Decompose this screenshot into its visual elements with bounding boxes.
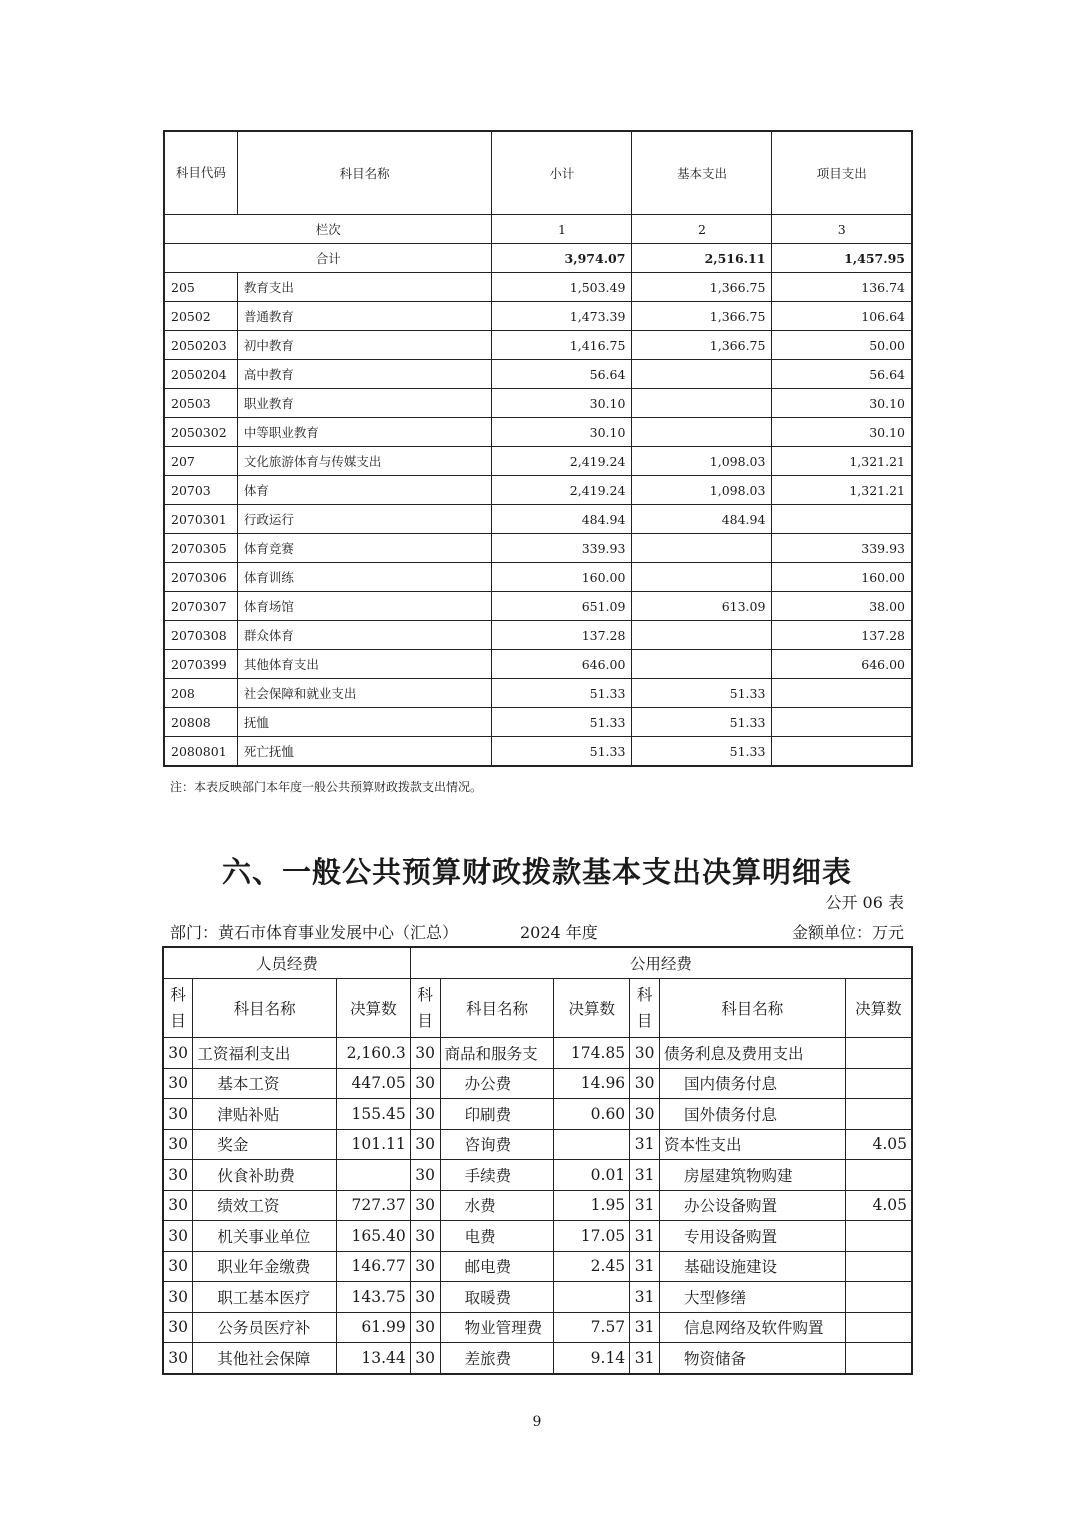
- col-name-3: 科目名称: [659, 979, 845, 1038]
- cell-subtotal: 56.64: [492, 360, 632, 389]
- col-code-2: 科目: [410, 979, 440, 1038]
- cell-basic: [632, 621, 772, 650]
- cell-name: 大型修缮: [659, 1282, 845, 1313]
- cell-basic: [632, 418, 772, 447]
- cell-name: 机关事业单位: [193, 1221, 337, 1252]
- header-code: 科目代码: [164, 131, 237, 215]
- cell-code: 30: [163, 1282, 193, 1313]
- cell-name: 伙食补助费: [193, 1160, 337, 1191]
- cell-code: 2050204: [164, 360, 237, 389]
- cell-name: 普通教育: [237, 302, 492, 331]
- cell-amount: [845, 1221, 912, 1252]
- cell-code: 30: [163, 1343, 193, 1374]
- cell-code: 31: [630, 1221, 660, 1252]
- cell-name: 基础设施建设: [659, 1251, 845, 1282]
- cell-amount: 17.05: [554, 1221, 630, 1252]
- table-row: [164, 273, 912, 302]
- cell-name: 其他社会保障: [193, 1343, 337, 1374]
- cell-subtotal: 339.93: [492, 534, 632, 563]
- cell-code: 30: [163, 1099, 193, 1130]
- cell-code: 30: [410, 1221, 440, 1252]
- cell-name: 群众体育: [237, 621, 492, 650]
- table-row: [164, 360, 912, 389]
- header-basic: 基本支出: [632, 131, 772, 215]
- cell-name: 中等职业教育: [237, 418, 492, 447]
- table-row: [163, 1038, 912, 1069]
- table-row: [164, 592, 912, 621]
- cell-code: 30: [163, 1160, 193, 1191]
- header-name: 科目名称: [237, 131, 492, 215]
- cell-amount: [845, 1282, 912, 1313]
- table-note: 注：本表反映部门本年度一般公共预算财政拨款支出情况。: [170, 780, 483, 794]
- cell-subtotal: 1,416.75: [492, 331, 632, 360]
- header-project: 项目支出: [772, 131, 912, 215]
- page-number: 9: [532, 1414, 542, 1430]
- cell-amount: [554, 1282, 630, 1313]
- cell-name: 基本工资: [193, 1068, 337, 1099]
- cell-code: 31: [630, 1190, 660, 1221]
- cell-project: 137.28: [772, 621, 912, 650]
- column-index-2: 2: [632, 215, 772, 244]
- cell-name: 体育训练: [237, 563, 492, 592]
- cell-amount: 14.96: [554, 1068, 630, 1099]
- cell-subtotal: 30.10: [492, 418, 632, 447]
- table-row: [164, 650, 912, 679]
- department-label: 部门：黄石市体育事业发展中心（汇总）: [170, 923, 459, 942]
- cell-project: 160.00: [772, 563, 912, 592]
- table-row: [164, 534, 912, 563]
- cell-subtotal: 646.00: [492, 650, 632, 679]
- cell-subtotal: 1,503.49: [492, 273, 632, 302]
- table-row: [163, 1160, 912, 1191]
- cell-code: 30: [410, 1343, 440, 1374]
- cell-name: 工资福利支出: [193, 1038, 337, 1069]
- cell-subtotal: 160.00: [492, 563, 632, 592]
- cell-code: 30: [630, 1068, 660, 1099]
- cell-project: [772, 679, 912, 708]
- fiscal-year: 2024 年度: [520, 923, 598, 942]
- cell-amount: [845, 1343, 912, 1374]
- cell-project: 339.93: [772, 534, 912, 563]
- cell-basic: 1,366.75: [632, 302, 772, 331]
- cell-code: 31: [630, 1312, 660, 1343]
- cell-subtotal: 484.94: [492, 505, 632, 534]
- cell-subtotal: 51.33: [492, 679, 632, 708]
- cell-project: 30.10: [772, 418, 912, 447]
- cell-code: 30: [163, 1312, 193, 1343]
- table-row: [163, 1190, 912, 1221]
- cell-amount: 4.05: [845, 1129, 912, 1160]
- cell-name: 信息网络及软件购置: [659, 1312, 845, 1343]
- cell-code: 31: [630, 1129, 660, 1160]
- cell-name: 物业管理费: [440, 1312, 554, 1343]
- cell-subtotal: 137.28: [492, 621, 632, 650]
- cell-basic: 51.33: [632, 708, 772, 737]
- cell-code: 30: [410, 1251, 440, 1282]
- appropriation-expenditure-table: [163, 130, 913, 767]
- cell-code: 31: [630, 1282, 660, 1313]
- cell-name: 体育竞赛: [237, 534, 492, 563]
- cell-name: 债务利息及费用支出: [659, 1038, 845, 1069]
- col-code-3: 科目: [630, 979, 660, 1038]
- cell-code: 30: [163, 1190, 193, 1221]
- cell-subtotal: 51.33: [492, 708, 632, 737]
- table-row: [164, 418, 912, 447]
- cell-name: 绩效工资: [193, 1190, 337, 1221]
- total-row: [164, 244, 912, 273]
- cell-name: 抚恤: [237, 708, 492, 737]
- cell-name: 办公费: [440, 1068, 554, 1099]
- cell-basic: 484.94: [632, 505, 772, 534]
- cell-subtotal: 2,419.24: [492, 476, 632, 505]
- cell-code: 30: [410, 1282, 440, 1313]
- cell-name: 国外债务付息: [659, 1099, 845, 1130]
- cell-basic: 1,098.03: [632, 476, 772, 505]
- cell-code: 2070308: [164, 621, 237, 650]
- table-row: [164, 708, 912, 737]
- cell-amount: 2.45: [554, 1251, 630, 1282]
- cell-name: 奖金: [193, 1129, 337, 1160]
- cell-name: 其他体育支出: [237, 650, 492, 679]
- cell-name: 差旅费: [440, 1343, 554, 1374]
- column-index-row: [164, 215, 912, 244]
- group-header-row: [163, 947, 912, 979]
- cell-amount: 4.05: [845, 1190, 912, 1221]
- total-basic: 2,516.11: [632, 244, 772, 273]
- cell-name: 水费: [440, 1190, 554, 1221]
- table-row: [164, 476, 912, 505]
- cell-basic: [632, 389, 772, 418]
- cell-code: 30: [163, 1221, 193, 1252]
- col-name-2: 科目名称: [440, 979, 554, 1038]
- cell-name: 行政运行: [237, 505, 492, 534]
- cell-code: 2070305: [164, 534, 237, 563]
- cell-amount: 61.99: [336, 1312, 410, 1343]
- cell-basic: 1,366.75: [632, 273, 772, 302]
- cell-code: 207: [164, 447, 237, 476]
- cell-basic: [632, 534, 772, 563]
- cell-code: 2050203: [164, 331, 237, 360]
- cell-name: 办公设备购置: [659, 1190, 845, 1221]
- cell-code: 30: [410, 1038, 440, 1069]
- cell-amount: 143.75: [336, 1282, 410, 1313]
- table-row: [163, 1099, 912, 1130]
- table-row: [163, 1282, 912, 1313]
- cell-name: 资本性支出: [659, 1129, 845, 1160]
- cell-name: 专用设备购置: [659, 1221, 845, 1252]
- table-row: [164, 737, 912, 767]
- table-row: [164, 302, 912, 331]
- cell-amount: [336, 1160, 410, 1191]
- cell-subtotal: 651.09: [492, 592, 632, 621]
- cell-amount: 447.05: [336, 1068, 410, 1099]
- cell-amount: [845, 1251, 912, 1282]
- table-row: [163, 1068, 912, 1099]
- cell-code: 205: [164, 273, 237, 302]
- cell-subtotal: 2,419.24: [492, 447, 632, 476]
- basic-expenditure-detail-table: [162, 946, 913, 1375]
- column-index-label: 栏次: [164, 215, 492, 244]
- cell-amount: [845, 1312, 912, 1343]
- cell-project: [772, 737, 912, 767]
- table-row: [163, 1129, 912, 1160]
- cell-amount: 1.95: [554, 1190, 630, 1221]
- cell-name: 物资储备: [659, 1343, 845, 1374]
- cell-code: 31: [630, 1160, 660, 1191]
- cell-code: 2070307: [164, 592, 237, 621]
- cell-code: 31: [630, 1343, 660, 1374]
- table-row: [164, 563, 912, 592]
- cell-code: 20703: [164, 476, 237, 505]
- cell-basic: [632, 650, 772, 679]
- cell-name: 邮电费: [440, 1251, 554, 1282]
- cell-project: 106.64: [772, 302, 912, 331]
- cell-name: 初中教育: [237, 331, 492, 360]
- table-row: [164, 505, 912, 534]
- table-row: [164, 389, 912, 418]
- cell-amount: [845, 1099, 912, 1130]
- cell-name: 咨询费: [440, 1129, 554, 1160]
- cell-code: 30: [410, 1160, 440, 1191]
- cell-amount: 155.45: [336, 1099, 410, 1130]
- cell-project: [772, 505, 912, 534]
- cell-project: 136.74: [772, 273, 912, 302]
- cell-name: 印刷费: [440, 1099, 554, 1130]
- cell-name: 房屋建筑物购建: [659, 1160, 845, 1191]
- cell-basic: 613.09: [632, 592, 772, 621]
- cell-name: 高中教育: [237, 360, 492, 389]
- column-header-row: [163, 979, 912, 1038]
- table-row: [164, 447, 912, 476]
- column-index-3: 3: [772, 215, 912, 244]
- cell-code: 31: [630, 1251, 660, 1282]
- cell-amount: 13.44: [336, 1343, 410, 1374]
- cell-amount: 9.14: [554, 1343, 630, 1374]
- cell-code: 20503: [164, 389, 237, 418]
- cell-code: 30: [410, 1068, 440, 1099]
- cell-subtotal: 51.33: [492, 737, 632, 767]
- cell-project: 646.00: [772, 650, 912, 679]
- cell-basic: [632, 360, 772, 389]
- cell-name: 文化旅游体育与传媒支出: [237, 447, 492, 476]
- col-amount-3: 决算数: [845, 979, 912, 1038]
- section-title: 六、一般公共预算财政拨款基本支出决算明细表: [221, 855, 852, 889]
- cell-amount: 174.85: [554, 1038, 630, 1069]
- cell-amount: [845, 1160, 912, 1191]
- cell-amount: [845, 1038, 912, 1069]
- cell-code: 30: [630, 1038, 660, 1069]
- col-amount-1: 决算数: [336, 979, 410, 1038]
- cell-amount: 165.40: [336, 1221, 410, 1252]
- col-amount-2: 决算数: [554, 979, 630, 1038]
- cell-code: 208: [164, 679, 237, 708]
- cell-project: 50.00: [772, 331, 912, 360]
- total-subtotal: 3,974.07: [492, 244, 632, 273]
- cell-name: 公务员医疗补: [193, 1312, 337, 1343]
- cell-code: 30: [163, 1251, 193, 1282]
- cell-project: [772, 708, 912, 737]
- cell-amount: 7.57: [554, 1312, 630, 1343]
- cell-code: 2070301: [164, 505, 237, 534]
- cell-basic: 51.33: [632, 679, 772, 708]
- cell-basic: 51.33: [632, 737, 772, 767]
- cell-basic: 1,366.75: [632, 331, 772, 360]
- total-project: 1,457.95: [772, 244, 912, 273]
- cell-code: 30: [163, 1129, 193, 1160]
- cell-name: 职业教育: [237, 389, 492, 418]
- column-index-1: 1: [492, 215, 632, 244]
- cell-amount: 146.77: [336, 1251, 410, 1282]
- cell-code: 20808: [164, 708, 237, 737]
- table-row: [163, 1343, 912, 1374]
- total-label: 合计: [164, 244, 492, 273]
- cell-amount: 0.01: [554, 1160, 630, 1191]
- amount-unit: 金额单位：万元: [791, 923, 904, 942]
- cell-project: 1,321.21: [772, 476, 912, 505]
- cell-name: 取暖费: [440, 1282, 554, 1313]
- cell-subtotal: 1,473.39: [492, 302, 632, 331]
- table-row: [164, 331, 912, 360]
- group-personnel: 人员经费: [163, 947, 410, 979]
- cell-amount: 101.11: [336, 1129, 410, 1160]
- cell-amount: 0.60: [554, 1099, 630, 1130]
- cell-project: 30.10: [772, 389, 912, 418]
- cell-basic: [632, 563, 772, 592]
- cell-name: 电费: [440, 1221, 554, 1252]
- cell-amount: [845, 1068, 912, 1099]
- cell-name: 体育场馆: [237, 592, 492, 621]
- cell-name: 职工基本医疗: [193, 1282, 337, 1313]
- cell-amount: 2,160.3: [336, 1038, 410, 1069]
- table-row: [164, 679, 912, 708]
- cell-code: 2070306: [164, 563, 237, 592]
- table-row: [163, 1221, 912, 1252]
- header-subtotal: 小计: [492, 131, 632, 215]
- cell-code: 2080801: [164, 737, 237, 767]
- col-code-1: 科目: [163, 979, 193, 1038]
- cell-amount: [554, 1129, 630, 1160]
- cell-name: 社会保障和就业支出: [237, 679, 492, 708]
- cell-name: 商品和服务支: [440, 1038, 554, 1069]
- cell-name: 职业年金缴费: [193, 1251, 337, 1282]
- cell-code: 2050302: [164, 418, 237, 447]
- cell-name: 国内债务付息: [659, 1068, 845, 1099]
- cell-code: 30: [163, 1068, 193, 1099]
- cell-name: 手续费: [440, 1160, 554, 1191]
- cell-amount: 727.37: [336, 1190, 410, 1221]
- cell-code: 20502: [164, 302, 237, 331]
- cell-project: 38.00: [772, 592, 912, 621]
- cell-project: 56.64: [772, 360, 912, 389]
- cell-name: 津贴补贴: [193, 1099, 337, 1130]
- cell-name: 死亡抚恤: [237, 737, 492, 767]
- table-row: [163, 1251, 912, 1282]
- cell-code: 30: [410, 1099, 440, 1130]
- cell-name: 教育支出: [237, 273, 492, 302]
- cell-code: 30: [410, 1129, 440, 1160]
- cell-code: 30: [163, 1038, 193, 1069]
- table-row: [164, 621, 912, 650]
- cell-name: 体育: [237, 476, 492, 505]
- cell-code: 30: [410, 1312, 440, 1343]
- cell-project: 1,321.21: [772, 447, 912, 476]
- cell-subtotal: 30.10: [492, 389, 632, 418]
- table-row: [163, 1312, 912, 1343]
- table-number: 公开 06 表: [825, 893, 904, 912]
- cell-code: 30: [410, 1190, 440, 1221]
- col-name-1: 科目名称: [193, 979, 337, 1038]
- table-header-row: [164, 131, 912, 215]
- cell-code: 2070399: [164, 650, 237, 679]
- group-public: 公用经费: [410, 947, 912, 979]
- cell-code: 30: [630, 1099, 660, 1130]
- cell-basic: 1,098.03: [632, 447, 772, 476]
